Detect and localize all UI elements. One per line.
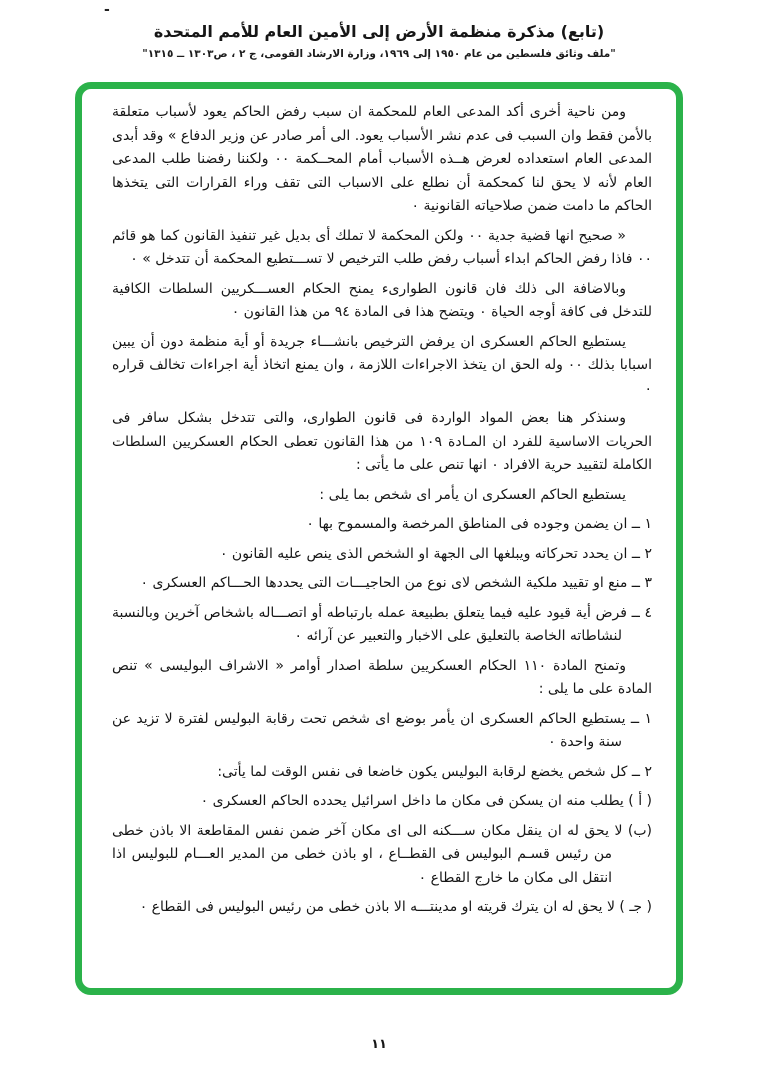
paragraph-emergency-law: وبالاضافة الى ذلك فان قانون الطوارىء يمنح الحكام العســـكريين السلطات الكافية للتدخل فى كافة أوجه الحياة ٠ ويتضح هذا فى المادة ٩٤ من هذا القانون ٠ [112, 280, 652, 320]
stray-mark: - [104, 2, 110, 18]
sub-item-a: ( أ ) يطلب منه ان يسكن فى مكان ما داخل اسرائيل يحدده الحاكم العسكرى ٠ [200, 793, 652, 809]
page-title: (تابع) مذكرة منظمة الأرض إلى الأمين العام للأمم المتحدة [153, 22, 605, 41]
paragraph-prosecutor-statement: ومن ناحية أخرى أكد المدعى العام للمحكمة ان سبب رفض الحاكم يعود لأسباب متعلقة بالأمن فقط وان السبب فى عدم نشر الأسباب يعود. الى أمر صادر عن وزير الدفاع » وقد أبدى المدعى العام استعداده لعرض هــذه الأسباب أمام المحــكمة ٠٠ ولكننا رفضنا طلب المدعى العام لأنه لا يحق لنا كمحكمة أن نطلع على الاسباب التى تقف وراء القرارات التى يتخذها الحاكم ما دامت ضمن صلاحياته القانونية ٠ [112, 104, 652, 214]
list-b-item-2: ٢ ــ كل شخص يخضع لرقابة البوليس يكون خاضعا فى نفس الوقت لما يأتى: [217, 763, 652, 780]
paragraph-court-quote: « صحيح انها قضية جدية ٠٠ ولكن المحكمة لا تملك أى بديل غير تنفيذ القانون كما هو قائم ٠٠ فاذا رفض الحاكم ابداء أسباب رفض طلب الترخيص لا تســـتطيع المحكمة أن تتدخل » ٠ [112, 227, 652, 267]
paragraph-article-109-intro: وسنذكر هنا بعض المواد الواردة فى قانون الطوارى، والتى تتدخل بشكل سافر فى الحريات الاساسية للفرد ان المـادة ١٠٩ من هذا القانون تعطى الحكام العسكريين السلطات الكاملة لتقييد حرية الافراد ٠ انها تنص على ما يأتى : [112, 410, 652, 473]
sub-item-b: (ب) لا يحق له ان ينقل مكان ســـكنه الى اى مكان آخر ضمن نفس المقاطعة الا باذن خطى من رئيس قسـم البوليس فى القطــاع ، او باذن خطى من المدير العـــام للبوليس اذا انتقل الى مكان ما خارج القطاع ٠ [112, 822, 652, 886]
list-a-item-4: ٤ ــ فرض أية قيود عليه فيما يتعلق بطبيعة عمله بارتباطه أو اتصـــاله باشخاص آخرين وبالنسبة لنشاطاته الخاصة بالتعليق على الاخبار والتعبير عن آرائه ٠ [112, 604, 652, 644]
paragraph-military-governor-powers: يستطيع الحاكم العسكرى ان يرفض الترخيص بانشـــاء جريدة أو أية منظمة دون أن يبين اسبابا بذلك ٠٠ وله الحق ان يتخذ الاجراءات اللازمة ، وان يمنع اتخاذ أية اجراءات تخالف قراره ٠ [112, 333, 652, 397]
list-a-item-3: ٣ ــ منع او تقييد ملكية الشخص لاى نوع من الحاجيـــات التى يحددها الحـــاكم العسكرى ٠ [140, 575, 652, 591]
sub-item-c: ( جـ ) لا يحق له ان يترك قريته او مدينتـــه الا باذن خطى من رئيس البوليس فى القطاع ٠ [139, 899, 652, 915]
paragraph-orders-intro: يستطيع الحاكم العسكرى ان يأمر اى شخص بما يلى : [319, 486, 626, 503]
list-a-item-2: ٢ ــ ان يحدد تحركاته ويبلغها الى الجهة او الشخص الذى ينص عليه القانون ٠ [219, 545, 652, 562]
paragraph-article-110-intro: وتمنح المادة ١١٠ الحكام العسكريين سلطة اصدار أوامر « الاشراف البوليسى » تنص المادة على ما يلى : [112, 657, 652, 697]
document-header [0, 0, 758, 60]
list-a-item-1: ١ ــ ان يضمن وجوده فى المناطق المرخصة والمسموح بها ٠ [306, 516, 652, 532]
page-number: ١١ [371, 1037, 387, 1052]
document-frame [75, 82, 683, 995]
list-b-item-1: ١ ــ يستطيع الحاكم العسكرى ان يأمر بوضع اى شخص تحت رقابة البوليس لفترة لا تزيد عن سنة واحدة ٠ [112, 710, 652, 750]
page-subtitle: "ملف وثائق فلسطين من عام ١٩٥٠ إلى ١٩٦٩، وزارة الارشاد القومى، ج ٢ ، ص١٣٠٣ ــ ١٣١٥" [142, 48, 616, 60]
